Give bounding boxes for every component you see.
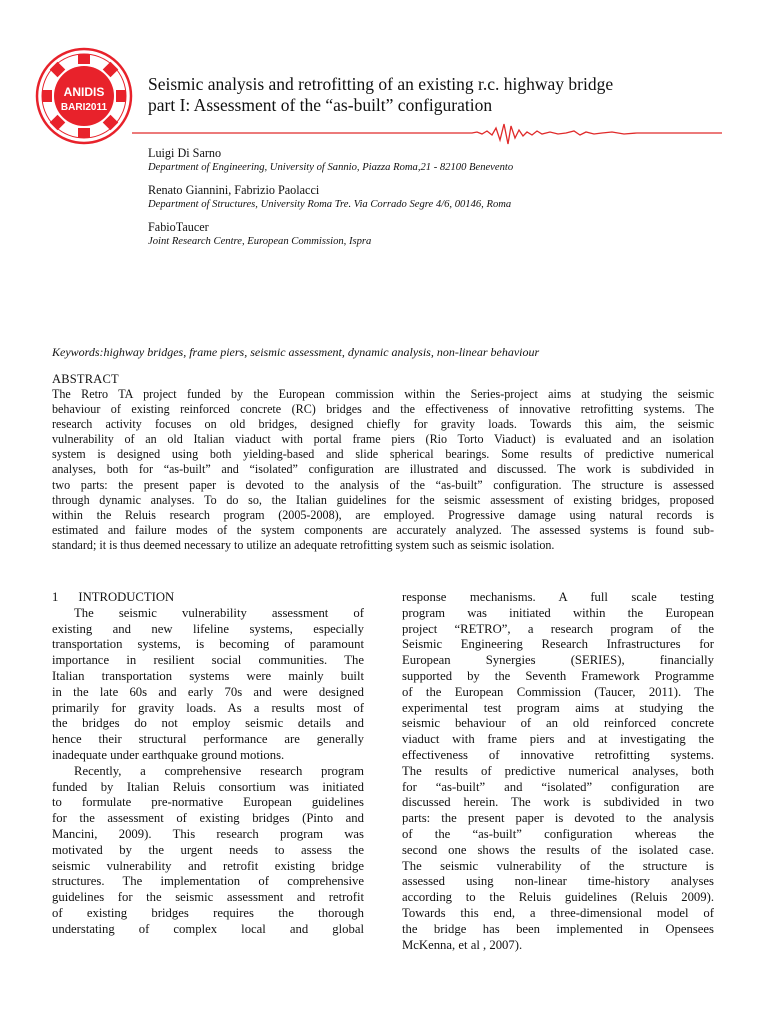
body-line: Recently, a comprehensive research program bbox=[74, 763, 364, 778]
body-line: the bridge has been implemented in Opensees bbox=[402, 921, 714, 936]
body-line: motivated by the urgent needs to assess the bbox=[52, 842, 364, 857]
body-line: program was initiated within the European bbox=[402, 605, 714, 620]
section-title: INTRODUCTION bbox=[78, 590, 175, 604]
body-line: hence their structural performance are generally bbox=[52, 732, 364, 747]
abstract-line: The Retro TA project funded by the European commission within the Series-project aims at studying the seismic bbox=[52, 387, 714, 401]
abstract-body bbox=[52, 387, 714, 553]
body-line: viaduct with frame piers and at investigating the bbox=[402, 732, 714, 747]
body-line: Seismic Engineering Research Infrastructures for bbox=[402, 637, 714, 652]
logo-text-top: ANIDIS bbox=[63, 85, 105, 99]
body-line: European Synergies (SERIES), financially bbox=[402, 653, 714, 668]
body-line: transportation systems, is becoming of paramount bbox=[52, 637, 364, 652]
abstract-line: behaviour of existing reinforced concrete (RC) bridges and the effectiveness of innovative retrofitting systems. The bbox=[52, 402, 714, 417]
body-line: for “as-built” and “isolated” configuration are bbox=[402, 779, 714, 794]
author-name: Luigi Di Sarno bbox=[148, 146, 222, 160]
author-affiliation: Department of Structures, University Roma Tre. Via Corrado Segre 4/6, 00146, Roma bbox=[148, 199, 512, 210]
left-column bbox=[52, 590, 364, 938]
title-line-2: part I: Assessment of the “as-built” configuration bbox=[148, 95, 493, 115]
body-line: according to the Reluis guidelines (Reluis 2009). bbox=[402, 890, 714, 905]
anidis-logo bbox=[34, 46, 134, 146]
body-line: of the European Commission (Taucer, 2011). The bbox=[402, 684, 714, 699]
body-line: parts: the present paper is devoted to the analysis bbox=[402, 811, 714, 826]
body-line: assessed using non-linear time-history analyses bbox=[402, 874, 714, 889]
body-line: inadequate under earthquake ground motions. bbox=[52, 747, 285, 762]
body-line: The seismic vulnerability assessment of bbox=[74, 605, 364, 620]
abstract-line: standard; it is thus deemed necessary to utilize an adequate retrofitting system such as seismic isolation. bbox=[52, 537, 555, 552]
body-line: to formulate pre-normative European guidelines bbox=[52, 795, 364, 810]
abstract-line: system is designed using both yielding-based and slide spherical bearings. Some results of predictive numerical bbox=[52, 447, 714, 462]
abstract-line: research activity focuses on old bridges, designed chiefly for gravity loads. Towards this aim, the seismic bbox=[52, 417, 714, 432]
body-line: of the “as-built” configuration whereas the bbox=[402, 826, 714, 841]
body-line: Towards this end, a three-dimensional model of bbox=[402, 905, 714, 920]
body-line: understating of complex local and global bbox=[52, 921, 364, 936]
abstract-line: estimated and failure modes of the system components are accurately analyzed. The assessed systems is found sub- bbox=[52, 522, 714, 537]
logo-text-bottom: BARI2011 bbox=[60, 102, 108, 113]
author-affiliation: Joint Research Centre, European Commission, Ispra bbox=[148, 236, 372, 247]
body-line: second one shows the results of the isolated case. bbox=[402, 842, 714, 857]
body-line: funded by Italian Reluis consortium was initiated bbox=[52, 779, 364, 794]
body-line: for the assessment of existing bridges (Pinto and bbox=[52, 811, 364, 826]
body-line: effectiveness of innovative retrofitting systems. bbox=[402, 747, 714, 762]
keywords: Keywords:highway bridges, frame piers, seismic assessment, dynamic analysis, non-linear behaviour bbox=[52, 345, 540, 359]
body-line: seismic vulnerability and retrofit existing bridge bbox=[52, 858, 364, 873]
body-line: existing and new lifeline systems, especially bbox=[52, 621, 364, 636]
author-name: FabioTaucer bbox=[148, 220, 209, 234]
body-line: the bridges do not employ seismic details and bbox=[52, 716, 364, 731]
abstract-line: analyses, both for “as-built” and “isolated” configuration are illustrated and discussed. The work is subdivided in bbox=[52, 462, 714, 477]
body-line: The seismic vulnerability of the structure is bbox=[402, 858, 714, 873]
body-line: Italian transportation systems were mainly built bbox=[52, 668, 364, 683]
body-line: primarily for gravity loads. As a results most of bbox=[52, 700, 364, 715]
abstract-heading: ABSTRACT bbox=[52, 372, 119, 386]
body-line: structures. The implementation of comprehensive bbox=[52, 874, 364, 889]
body-line: McKenna, et al , 2007). bbox=[402, 937, 523, 952]
body-line: experimental test program aims at studying the bbox=[402, 700, 714, 715]
body-line: discussed herein. The work is subdivided in two bbox=[402, 795, 714, 810]
author-entry bbox=[148, 182, 748, 212]
section-number: 1 bbox=[52, 590, 59, 604]
body-line: in the late 60s and early 70s and were designed bbox=[52, 684, 364, 699]
body-line: guidelines for the seismic assessment and retrofit bbox=[52, 890, 364, 905]
author-entry bbox=[148, 145, 748, 175]
authors-block bbox=[148, 145, 748, 256]
body-line: project “RETRO”, a research program of the bbox=[402, 621, 714, 636]
abstract-line: within the Reluis research program (2005-2008), are employed. Progressive damage using natural records is bbox=[52, 507, 714, 522]
abstract-line: through dynamic analyses. To do so, the Italian guidelines for the seismic assessment of existing bridges, proposed bbox=[52, 492, 714, 507]
body-line: of existing bridges requires the thorough bbox=[52, 905, 364, 920]
title-line-1: Seismic analysis and retrofitting of an existing r.c. highway bridge bbox=[148, 74, 614, 94]
body-line: Mancini, 2009). This research program was bbox=[52, 826, 364, 841]
author-name: Renato Giannini, Fabrizio Paolacci bbox=[148, 183, 320, 197]
body-line: importance in resilient social communities. The bbox=[52, 653, 364, 668]
abstract-line: vulnerability of an old Italian viaduct with portal frame piers (Rio Torto Viaduct) is evaluated and an isolation bbox=[52, 432, 714, 447]
body-line: The results of predictive numerical analyses, both bbox=[402, 763, 714, 778]
paper-title bbox=[148, 74, 748, 116]
abstract-line: two parts: the present paper is devoted to the analysis of the “as-built” configuration. The structure is assessed bbox=[52, 477, 714, 492]
author-affiliation: Department of Engineering, University of Sannio, Piazza Roma,21 - 82100 Benevento bbox=[148, 162, 514, 173]
body-line: response mechanisms. A full scale testing bbox=[402, 590, 714, 604]
body-line: seismic behaviour of an old reinforced concrete bbox=[402, 716, 714, 731]
section-heading bbox=[52, 590, 364, 606]
author-entry bbox=[148, 219, 748, 249]
right-column bbox=[402, 590, 714, 953]
body-line: supported by the Seventh Framework Programme bbox=[402, 668, 714, 683]
